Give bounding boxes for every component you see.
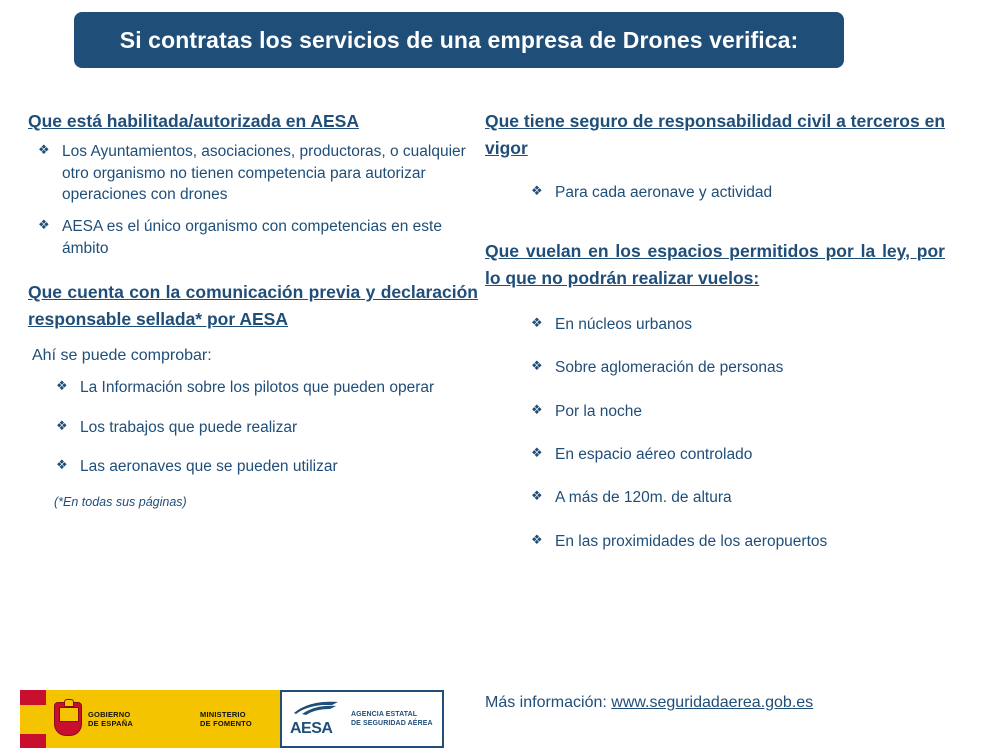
list-item-text: Las aeronaves que se pueden utilizar: [80, 458, 338, 475]
list-item-text: Los Ayuntamientos, asociaciones, productoras, o cualquier otro organismo no tienen competencia para autorizar operaciones con drones: [62, 143, 466, 203]
left-section2-intro: Ahí se puede comprobar:: [32, 347, 212, 365]
bullet-icon: ❖: [56, 378, 68, 394]
list-item-text: En espacio aéreo controlado: [555, 446, 753, 463]
right-section2-heading: Que vuelan en los espacios permitidos por la ley, por lo que no podrán realizar vuelos:: [485, 240, 945, 288]
left-section2-heading: Que cuenta con la comunicación previa y declaración responsable sellada* por AESA: [28, 282, 478, 330]
list-item-text: Por la noche: [555, 402, 643, 420]
list-item-text: En núcleos urbanos: [555, 315, 693, 333]
list-item: [28, 377, 478, 398]
list-item: [28, 216, 478, 259]
list-item-text: En las proximidades de los aeropuertos: [555, 532, 828, 550]
bullet-icon: ❖: [531, 401, 543, 417]
aesa-subtitle: AGENCIA ESTATAL DE SEGURIDAD AÉREA: [351, 710, 433, 727]
list-item-text: Sobre aglomeración de personas: [555, 359, 784, 377]
list-item: [485, 357, 980, 378]
list-item: [28, 417, 478, 438]
left-column: [28, 108, 478, 509]
slide-title-banner: [74, 12, 844, 68]
spain-flag-icon: [20, 690, 46, 748]
ministerio-label: MINISTERIO DE FOMENTO: [200, 709, 252, 728]
list-item: [485, 487, 980, 508]
left-section2-footnote: (*En todas sus páginas): [54, 495, 187, 510]
gobierno-de-espana-logo: [46, 690, 200, 748]
aesa-logo: [280, 690, 444, 748]
flag-stripe-yellow: [20, 705, 46, 734]
flag-stripe-red-bottom: [20, 734, 46, 749]
footer-logo-bar: [20, 690, 444, 748]
right-section1-list: [485, 182, 980, 203]
bullet-icon: ❖: [56, 457, 68, 472]
aesa-wordmark: AESA: [290, 720, 333, 737]
page-title: Si contratas los servicios de una empresa de Drones verifica:: [119, 26, 799, 53]
list-item: [28, 456, 478, 477]
right-section1-heading: Que tiene seguro de responsabilidad civil a terceros en vigor: [485, 111, 946, 159]
bullet-icon: ❖: [56, 417, 68, 433]
left-section1-heading: Que está habilitada/autorizada en AESA: [28, 111, 359, 131]
bullet-icon: ❖: [531, 358, 543, 374]
list-item: [485, 531, 980, 552]
list-item-text: La Información sobre los pilotos que pueden operar: [80, 379, 435, 397]
ministerio-de-fomento-logo: [200, 690, 280, 748]
list-item: [28, 141, 478, 205]
bullet-icon: ❖: [531, 183, 543, 199]
aesa-mark-icon: [290, 699, 344, 739]
right-column: [485, 108, 980, 563]
left-section2-list: [28, 377, 478, 477]
left-section1-list: [28, 141, 478, 259]
list-item-text: AESA es el único organismo con competencias en este ámbito: [62, 218, 442, 257]
bullet-icon: ❖: [531, 445, 543, 460]
list-item: [485, 314, 980, 335]
list-item: [485, 401, 980, 422]
list-item: [485, 182, 980, 203]
gobierno-label: GOBIERNO DE ESPAÑA: [88, 709, 134, 728]
list-item-text: Los trabajos que puede realizar: [80, 418, 298, 436]
aesa-website-link[interactable]: www.seguridadaerea.gob.es: [611, 694, 814, 711]
bullet-icon: ❖: [531, 314, 543, 330]
list-item-text: Para cada aeronave y actividad: [555, 184, 773, 202]
bullet-icon: ❖: [531, 488, 543, 504]
aesa-swoosh-icon: [292, 701, 340, 715]
more-info-label: Más información:: [485, 694, 612, 711]
list-item-text: A más de 120m. de altura: [555, 489, 732, 507]
bullet-icon: ❖: [38, 217, 50, 233]
bullet-icon: ❖: [38, 142, 50, 158]
coat-of-arms-icon: [54, 702, 82, 736]
more-info-line: [485, 694, 813, 712]
flag-stripe-red-top: [20, 690, 46, 705]
right-section2-list: [485, 314, 980, 552]
list-item: [485, 444, 980, 465]
bullet-icon: ❖: [531, 531, 543, 547]
